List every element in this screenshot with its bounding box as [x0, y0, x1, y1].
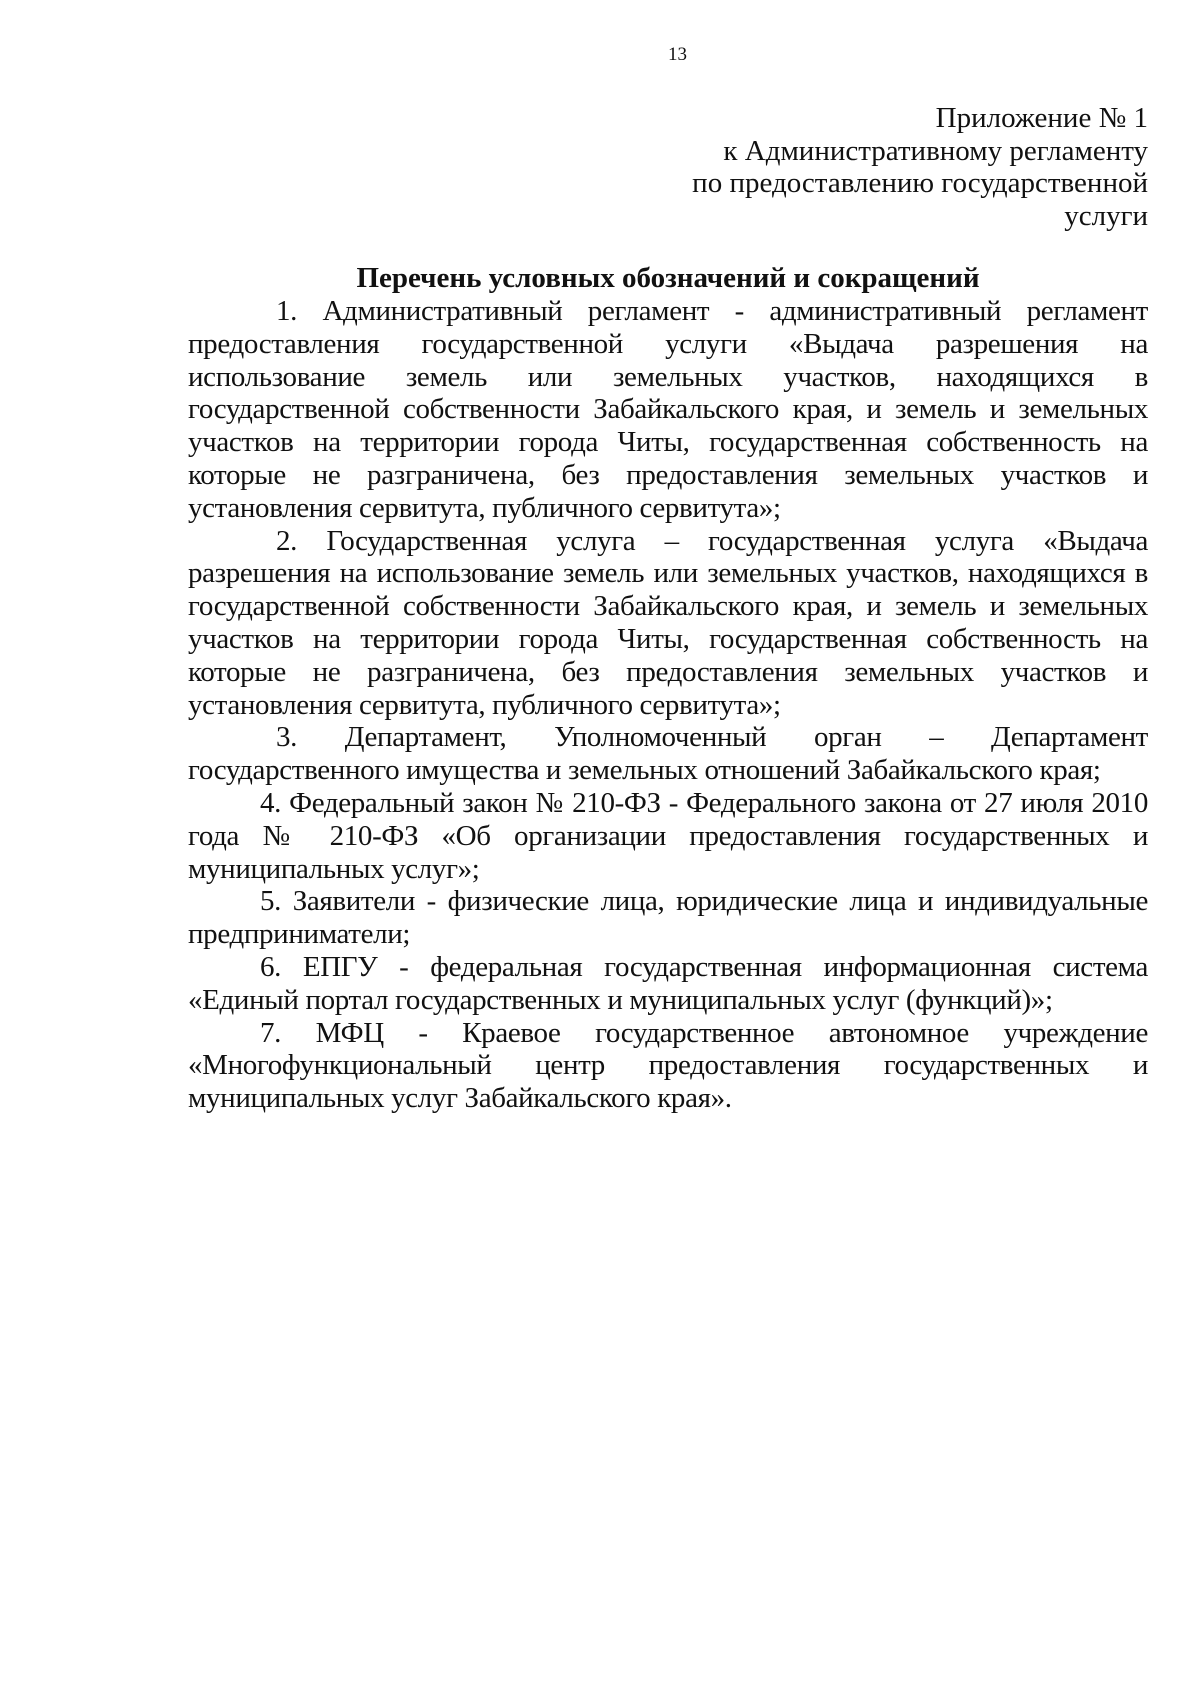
list-item: 3. Департамент, Уполномоченный орган – Департамент государственного имущества и земельных отношений Забайкальского края; — [188, 721, 1148, 787]
abbreviations-list — [188, 295, 1148, 1115]
appendix-line: услуги — [1064, 199, 1148, 232]
list-item: 6. ЕПГУ - федеральная государственная информационная система «Единый портал государственных и муниципальных услуг (функций)»; — [188, 950, 1148, 1016]
appendix-line: Приложение № 1 — [935, 102, 1148, 134]
list-item: 5. Заявители - физические лица, юридические лица и индивидуальные предприниматели; — [188, 885, 1148, 951]
list-item: 4. Федеральный закон № 210-ФЗ - Федерального закона от 27 июля 2010 года № 210-ФЗ «Об организации предоставления государственных и муниципальных услуг»; — [188, 786, 1148, 885]
appendix-line: по предоставлению государственной — [692, 167, 1148, 199]
appendix-header — [588, 102, 1148, 232]
list-item: 1. Административный регламент - административный регламент предоставления государственной услуги «Выдача разрешения на использование земель или земельных участков, находящихся в государственной собственности Забайкальского края, и земель и земельных участков на территории города Читы, государственная собственность на которые не разграничена, без предоставления земельных участков и установления сервитута, публичного сервитута»; — [188, 295, 1148, 524]
document-title: Перечень условных обозначений и сокращений — [356, 262, 980, 294]
page-number: 13 — [668, 44, 687, 65]
list-item: 2. Государственная услуга – государственная услуга «Выдача разрешения на использование земель или земельных участков, находящихся в государственной собственности Забайкальского края, и земель и земельных участков на территории города Читы, государственная собственность на которые не разграничена, без предоставления земельных участков и установления сервитута, публичного сервитута»; — [188, 524, 1148, 721]
appendix-line: к Административному регламенту — [723, 134, 1148, 167]
list-item: 7. МФЦ - Краевое государственное автономное учреждение «Многофункциональный центр предоставления государственных и муниципальных услуг Забайкальского края». — [188, 1016, 1148, 1115]
